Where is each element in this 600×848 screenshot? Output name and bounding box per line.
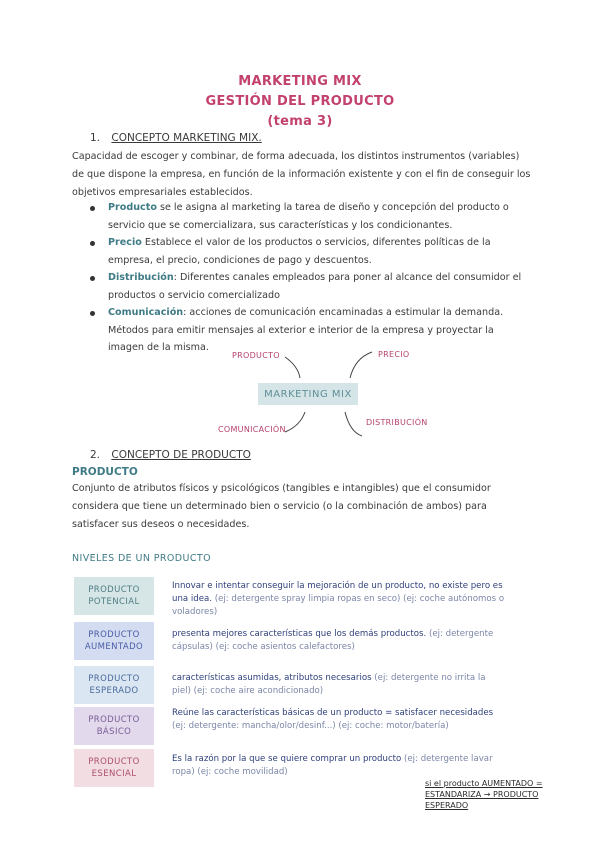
title-line-1: MARKETING MIX <box>238 74 362 89</box>
term-description: : acciones de comunicación encaminadas a estimular la demanda. Métodos para emitir mensajes al exterior e interior de la empresa y proyectar la imagen de la misma. <box>108 307 504 353</box>
list-item <box>90 304 532 357</box>
level-main-text: Innovar e intentar conseguir la mejoración de un producto, no existe pero es una idea. <box>172 581 503 604</box>
diagram-label-comunicacion: COMUNICACIÓN <box>218 425 286 434</box>
level-example: (ej: detergente cápsulas) (ej: coche asientos calefactores) <box>172 629 494 652</box>
level-row-basico <box>74 707 534 745</box>
section-1-heading <box>90 132 262 144</box>
level-label-line2: ESENCIAL <box>91 769 137 779</box>
level-label-line2: POTENCIAL <box>88 597 140 607</box>
level-row-potencial <box>74 577 534 615</box>
mix-variables-list <box>90 199 532 357</box>
level-example: (ej: detergente no irrita la piel) (ej: coche aire acondicionado) <box>172 673 486 696</box>
term-description: se le asigna al marketing la tarea de diseño y concepción del producto o servicio que se comercializara, sus características y los condicionantes. <box>108 202 509 231</box>
list-item <box>90 199 532 234</box>
level-description <box>172 753 507 779</box>
section-2-paragraph: Conjunto de atributos físicos y psicológicos (tangibles e intangibles) que el consumidor considera que tiene un determinado bien o servicio (o la combinación de ambos) para satisfacer sus deseos o necesidades. <box>72 483 491 530</box>
levels-heading: NIVELES DE UN PRODUCTO <box>72 553 211 564</box>
level-label-line1: PRODUCTO <box>88 630 140 640</box>
section-1-number: 1. <box>90 132 101 144</box>
term-comunicacion: Comunicación <box>108 307 184 318</box>
section-1-paragraph: Capacidad de escoger y combinar, de forma adecuada, los distintos instrumentos (variables) de que dispone la empresa, en función de la información existente y con el fin de conseguir los objetivos empresariales establecidos. <box>72 151 531 198</box>
level-main-text: Es la razón por la que se quiere comprar un producto <box>172 754 402 764</box>
section-1-title: CONCEPTO MARKETING MIX. <box>111 132 262 144</box>
diagram-label-distribucion: DISTRIBUCIÓN <box>366 418 428 427</box>
level-label-line2: AUMENTADO <box>84 642 144 652</box>
title-line-2: GESTIÓN DEL PRODUCTO <box>205 94 395 109</box>
level-label-box <box>74 707 154 745</box>
level-example: (ej: detergente: mancha/olor/desinf...) (ej: coche: motor/batería) <box>172 721 449 731</box>
bullet-dot <box>90 276 95 281</box>
level-example: (ej: detergente spray limpia ropas en seco) (ej: coche autónomos o voladores) <box>172 594 505 617</box>
level-label-line1: PRODUCTO <box>88 585 140 595</box>
level-row-esperado <box>74 666 534 704</box>
list-item <box>90 269 532 304</box>
level-main-text: Reúne las características básicas de un producto = satisfacer necesidades <box>172 708 494 718</box>
bullet-dot <box>90 241 95 246</box>
level-label-box <box>74 749 154 787</box>
term-precio: Precio <box>108 237 142 248</box>
level-label-line1: PRODUCTO <box>88 715 140 725</box>
marketing-mix-box: MARKETING MIX <box>258 383 358 405</box>
term-distribucion: Distribución <box>108 272 174 283</box>
bullet-dot <box>90 206 95 211</box>
diagram-label-precio: PRECIO <box>378 350 410 359</box>
term-description: Establece el valor de los productos o servicios, diferentes políticas de la empresa, el precio, condiciones de pago y descuentos. <box>108 237 491 266</box>
level-main-text: características asumidas, atributos necesarios <box>172 673 372 683</box>
level-label-line1: PRODUCTO <box>88 757 140 767</box>
level-description <box>172 672 507 698</box>
level-main-text: presenta mejores características que los demás productos. <box>172 629 427 639</box>
level-label-line2: BÁSICO <box>96 727 132 737</box>
producto-subheading: PRODUCTO <box>72 466 138 478</box>
section-2-title: CONCEPTO DE PRODUCTO <box>111 449 251 461</box>
level-label-box <box>74 577 154 615</box>
level-description <box>172 628 507 654</box>
bullet-dot <box>90 311 95 316</box>
level-label-line2: ESPERADO <box>89 686 139 696</box>
level-label-line1: PRODUCTO <box>88 674 140 684</box>
level-example: (ej: detergente lavar ropa) (ej: coche movilidad) <box>172 754 493 777</box>
aumentado-note: si el producto AUMENTADO = ESTANDARIZA → PRODUCTO ESPERADO <box>425 779 543 810</box>
level-description <box>172 580 507 619</box>
diagram-label-producto: PRODUCTO <box>232 351 280 360</box>
section-2-heading <box>90 449 251 461</box>
level-row-aumentado <box>74 622 534 660</box>
term-producto: Producto <box>108 202 157 213</box>
section-2-number: 2. <box>90 449 101 461</box>
term-description: : Diferentes canales empleados para poner al alcance del consumidor el productos o servicio comercializado <box>108 272 522 301</box>
title-line-3: (tema 3) <box>267 114 333 129</box>
list-item <box>90 234 532 269</box>
level-label-box <box>74 666 154 704</box>
level-label-box <box>74 622 154 660</box>
level-description <box>172 707 507 733</box>
